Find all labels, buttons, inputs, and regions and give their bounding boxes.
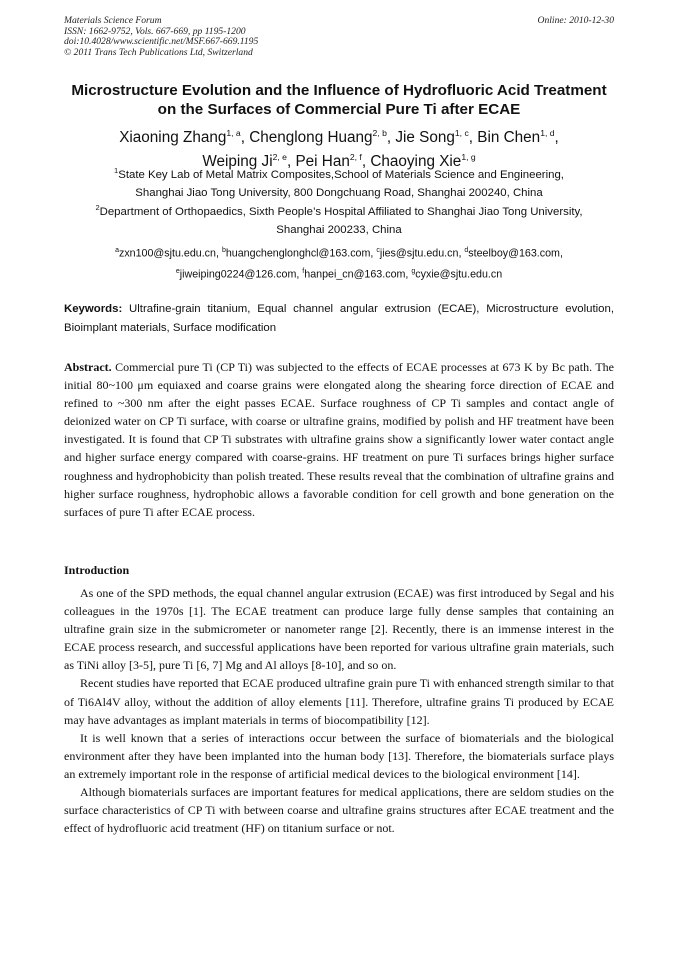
introduction-heading: Introduction: [64, 563, 130, 577]
email-marker: f: [302, 267, 305, 275]
email-marker: d: [464, 247, 469, 254]
affiliation-line: Shanghai Jiao Tong University, 800 Dongchuang Road, Shanghai 200240, China: [135, 187, 543, 200]
email-address: steelboy@163.com: [468, 247, 560, 260]
affiliation-marker: 2: [95, 203, 100, 212]
author-name: Weiping Ji: [202, 152, 273, 170]
affiliation-line: Department of Orthopaedics, Sixth People’s Hospital Affiliated to Shanghai Jiao Tong University,: [99, 205, 583, 218]
journal-copyright: © 2011 Trans Tech Publications Ltd, Switzerland: [64, 47, 253, 59]
author-name: Xiaoning Zhang: [119, 129, 227, 147]
author-affiliation-marker: 1, a: [226, 128, 241, 138]
affiliation-1: [60, 162, 618, 203]
email-address: zxn100@sjtu.edu.cn: [118, 247, 216, 260]
author-separator: ,: [240, 129, 250, 147]
author-name: Chaoying Xie: [370, 152, 462, 170]
author-separator: ,: [386, 129, 396, 147]
email-marker: e: [175, 267, 180, 275]
keywords-text: Ultrafine-grain titanium, Equal channel angular extrusion (ECAE), Microstructure evolution, Bioimplant materials, Surface modification: [64, 303, 614, 334]
journal-header: [64, 16, 614, 59]
email-address: jies@sjtu.edu.cn: [379, 247, 459, 260]
author-separator: ,: [361, 152, 371, 170]
affiliation-marker: 1: [114, 166, 119, 175]
paper-title: Microstructure Evolution and the Influence of Hydrofluoric Acid Treatment on the Surfaces of Commercial Pure Ti after ECAE: [71, 82, 607, 118]
author-affiliation-marker: 2, b: [372, 128, 387, 138]
author-name: Jie Song: [395, 129, 455, 147]
author-affiliation-marker: 1, c: [454, 128, 469, 138]
author-name: Bin Chen: [477, 129, 541, 147]
author-separator: ,: [468, 129, 478, 147]
affiliation-2: [60, 199, 618, 240]
email-list: $^a$zxn100@sjtu.edu.cn, $^b$huangchenglonghcl@163.com, $^c$jies@sjtu.edu.cn, $^d$steelboy@163.com, $^e$jiweiping0224@126.com, $^f$hanpei_cn@163.com, $^g$cyxie@sjtu.edu.cn: [115, 247, 563, 281]
author-affiliation-marker: 2, f: [349, 151, 362, 162]
author-name: Pei Han: [295, 152, 350, 170]
author-affiliation-marker: 2, e: [272, 151, 287, 162]
paragraph: Although biomaterials surfaces are important features for medical applications, there are seldom studies on the surface characteristics of CP Ti with between coarse and ultrafine grains structures after ECAE treatment and the effect of hydrofluoric acid treatment (HF) on titanium surface or not.: [64, 785, 614, 836]
email-marker: c: [376, 247, 380, 254]
abstract: [64, 358, 614, 521]
paragraph: Recent studies have reported that ECAE produced ultrafine grain pure Ti with enhanced strength similar to that of Ti6Al4V alloy, without the addition of alloy elements [11]. Therefore, ultrafine grains Ti produced by ECAE may have advantages as implant materials in terms of biocompatibility [12].: [64, 676, 614, 727]
introduction-body: [64, 584, 614, 837]
journal-doi: doi:10.4028/www.scientific.net/MSF.667-669.1195: [64, 36, 259, 48]
abstract-text: Commercial pure Ti (CP Ti) was subjected to the effects of ECAE processes at 673 K by Bc path. The initial 80~100 μm equiaxed and coarse grains were elongated along the shearing force direction of ECAE and refined to ~300 nm after the eight passes ECAE. Surface roughness of CP Ti samples and contact angle of deionized water on CP Ti surface, with coarse or ultrafine grains, modified by polish and HF treatment have been investigated. It is found that CP Ti substrates with ultrafine grains show a significantly lower water contact angle and higher surface energy compared with coarse-grains. HF treatment on pure Ti surfaces brings higher surface roughness and hydrophobicity than polish treated. These results reveal that the combination of ultrafine grains and higher surface roughness, hydrophobic allows a favorable condition for cell growth and bone generation on the surfaces of pure Ti after ECAE process.: [64, 360, 614, 519]
paragraph: It is well known that a series of interactions occur between the surface of biomaterials and the biological environment after they have been implanted into the human body [13]. Therefore, the biomaterials surface plays an extremely important role in the response of artificial medical devices to the biological environment [14].: [64, 730, 614, 781]
email-marker: a: [115, 247, 119, 254]
email-address: hanpei_cn@163.com: [304, 268, 406, 281]
abstract-label: Abstract.: [64, 360, 112, 374]
journal-issn: ISSN: 1662-9752, Vols. 667-669, pp 1195-1200: [64, 25, 246, 37]
journal-name: Materials Science Forum: [64, 15, 162, 26]
author-affiliation-marker: 1, d: [540, 128, 555, 138]
affiliation-line: Shanghai 200233, China: [276, 224, 402, 237]
author-separator: ,: [554, 129, 559, 147]
email-address: cyxie@sjtu.edu.cn: [415, 268, 503, 281]
email-marker: g: [411, 267, 416, 275]
email-marker: b: [221, 247, 226, 254]
keywords: [64, 300, 614, 337]
affiliation-line: State Key Lab of Metal Matrix Composites,School of Materials Science and Engineering,: [118, 168, 564, 181]
paragraph: As one of the SPD methods, the equal channel angular extrusion (ECAE) was first introduced by Segal and his colleagues in the 1970s [1]. The ECAE treatment can produce large fully dense samples that containing an ultrafine grain size in the submicrometer or nanometer range [2]. Recently, there is an immense interest in the ECAE process research, and successful applications have been reported for various ultrafine grain materials, such as TiNi alloy [3-5], pure Ti [6, 7] Mg and Al alloys [8-10], and so on.: [64, 586, 614, 673]
online-date: Online: 2010-12-30: [537, 15, 614, 26]
author-separator: ,: [286, 152, 296, 170]
email-address: huangchenglonghcl@163.com: [225, 247, 371, 260]
keywords-label: Keywords:: [64, 303, 123, 315]
author-affiliation-marker: 1, g: [461, 151, 476, 162]
email-address: jiweiping0224@126.com: [179, 268, 297, 281]
author-name: Chenglong Huang: [249, 129, 373, 147]
